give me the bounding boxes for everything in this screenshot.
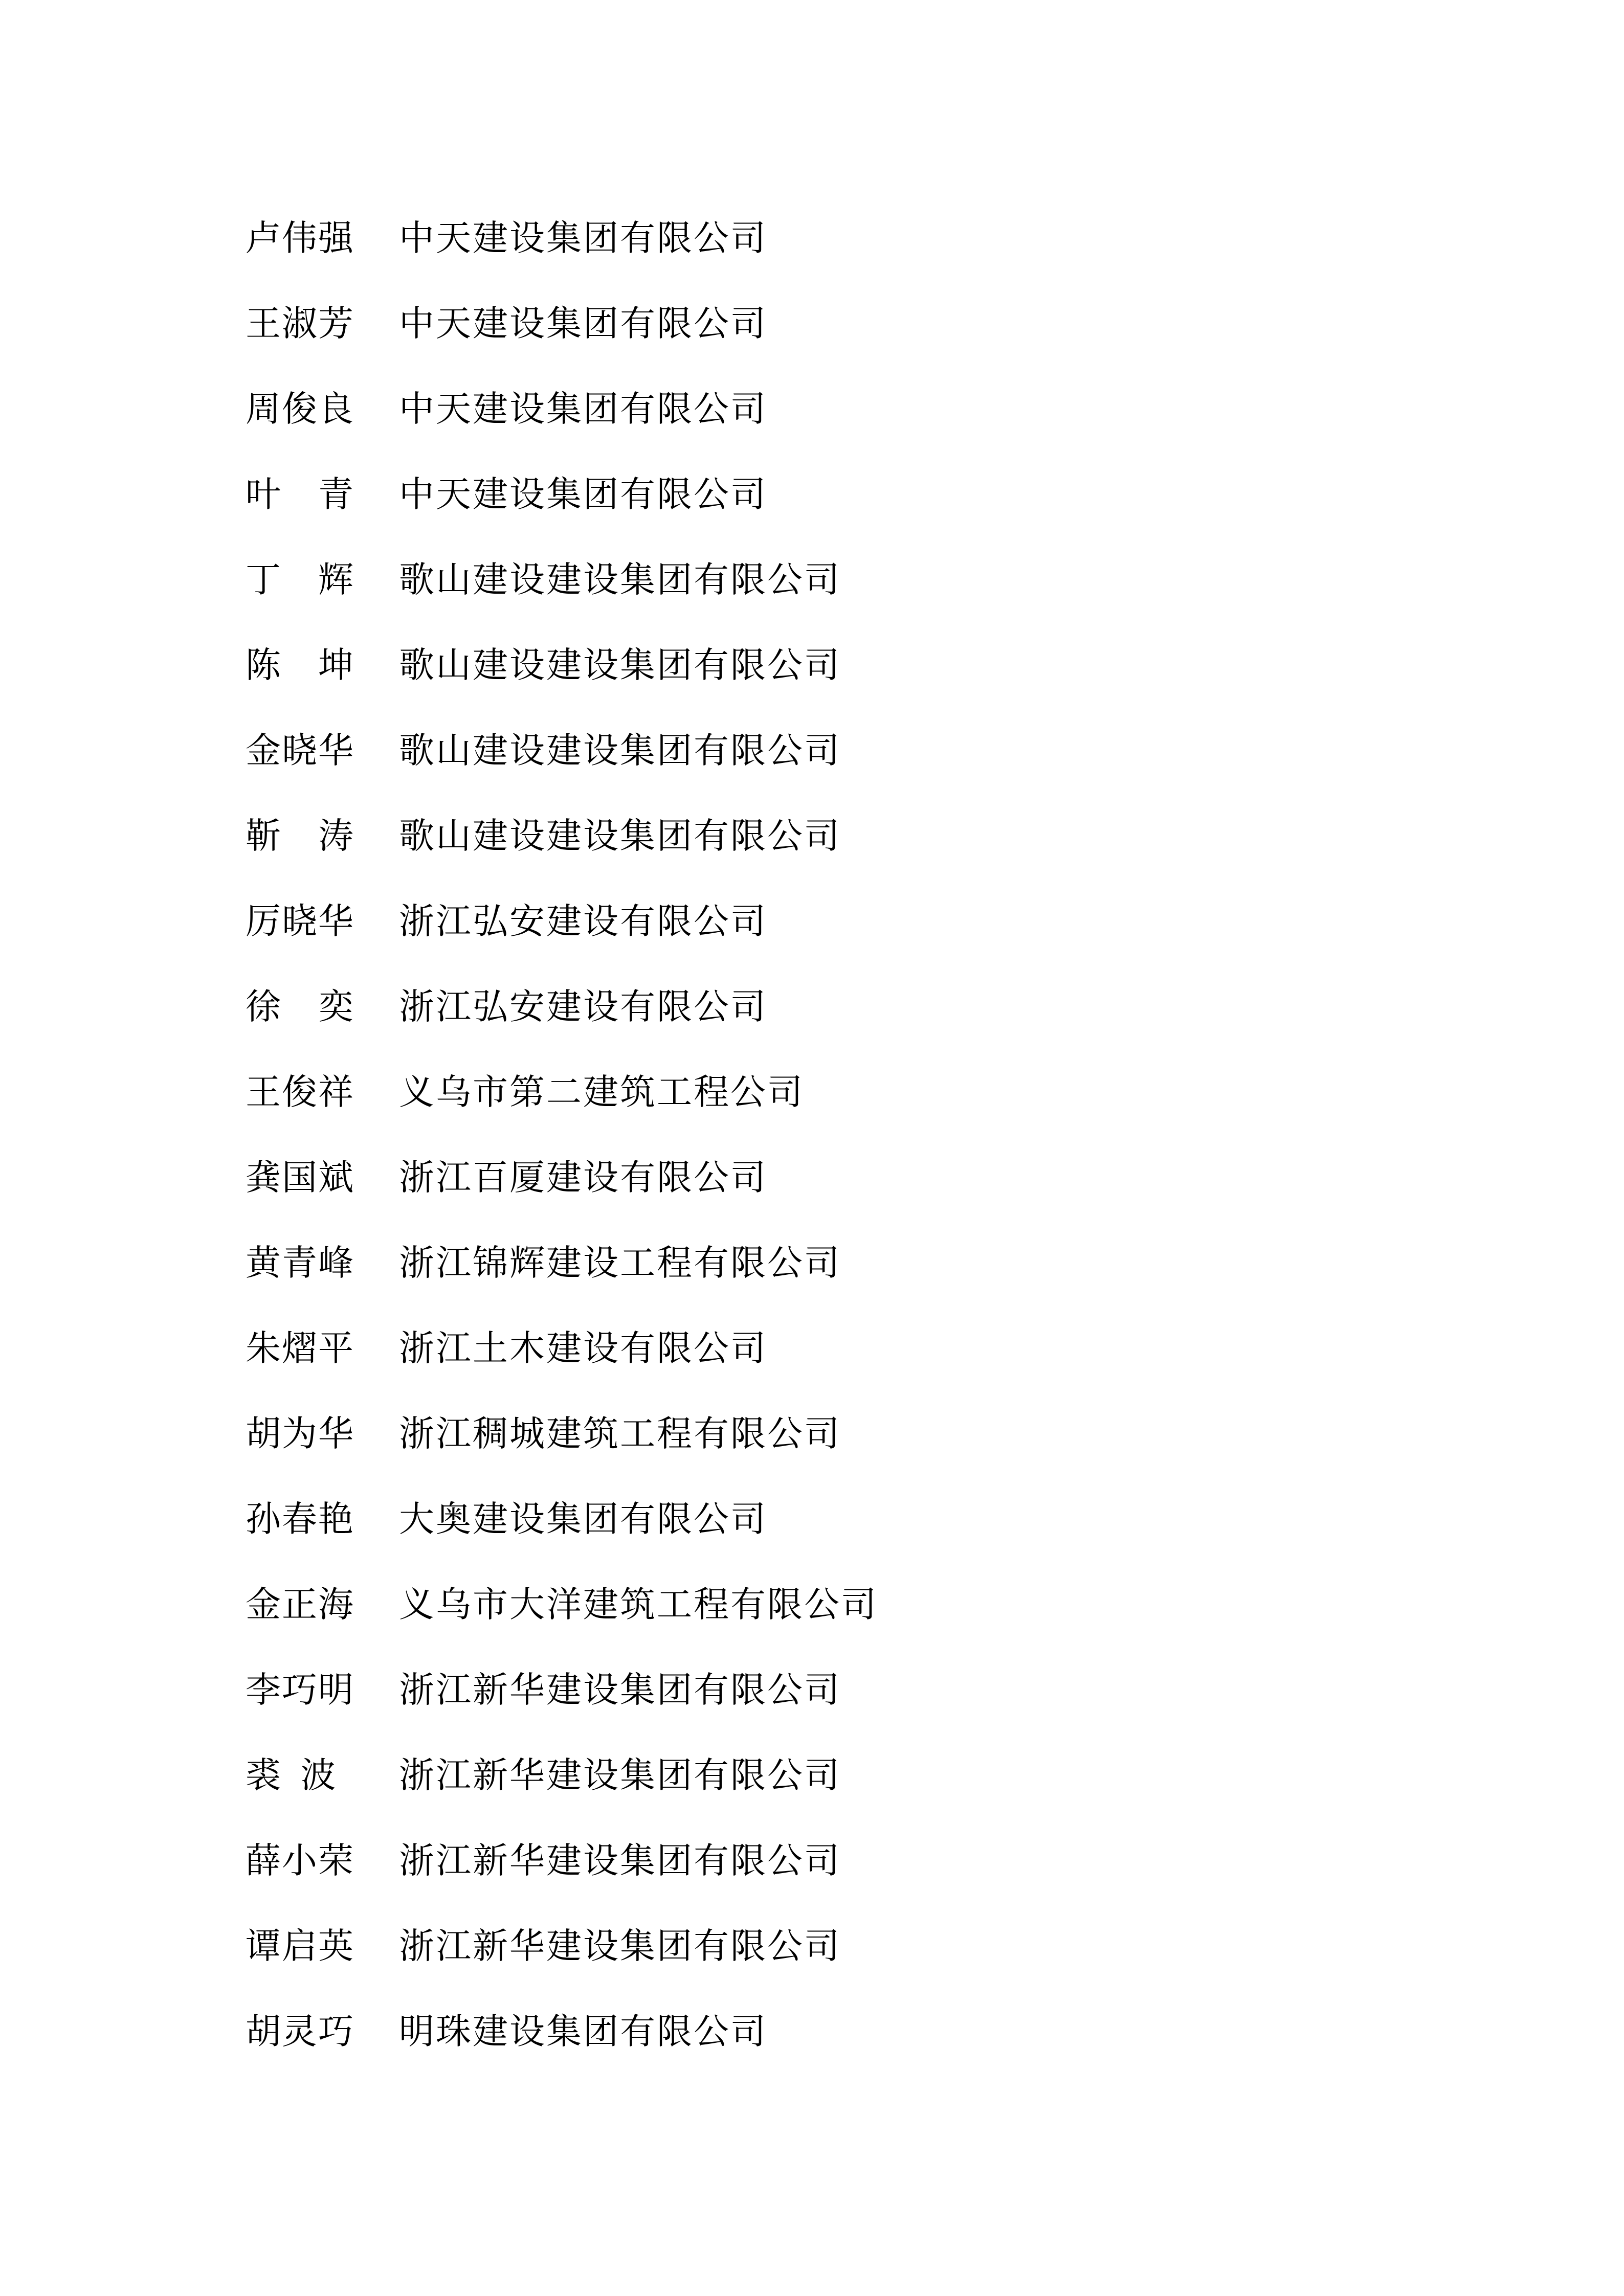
roster-row: [246, 534, 878, 619]
roster-row: [246, 790, 878, 875]
roster-row: [246, 278, 878, 363]
person-name: 裘 波: [246, 1756, 337, 1795]
roster-row: [246, 192, 878, 278]
company-name: 歌山建设建设集团有限公司: [399, 731, 841, 770]
person-name: 孙春艳: [246, 1500, 354, 1539]
company-name: 义乌市第二建筑工程公司: [399, 1073, 804, 1112]
person-name: 朱熠平: [246, 1329, 354, 1368]
roster-row: [246, 705, 878, 790]
company-name: 中天建设集团有限公司: [399, 219, 767, 258]
roster-row: [246, 1815, 878, 1900]
roster-row: [246, 1644, 878, 1729]
roster-row: [246, 1388, 878, 1473]
person-name: 靳 涛: [246, 817, 354, 856]
person-name: 李巧明: [246, 1671, 354, 1709]
company-name: 浙江新华建设集团有限公司: [399, 1671, 841, 1709]
company-name: 浙江锦辉建设工程有限公司: [399, 1244, 841, 1282]
person-name: 胡灵巧: [246, 2012, 354, 2051]
company-name: 中天建设集团有限公司: [399, 475, 767, 514]
person-name: 丁 辉: [246, 560, 354, 599]
company-name: 浙江新华建设集团有限公司: [399, 1841, 841, 1880]
company-name: 中天建设集团有限公司: [399, 304, 767, 343]
company-name: 浙江弘安建设有限公司: [399, 987, 767, 1026]
roster-row: [246, 1473, 878, 1559]
roster-row: [246, 1900, 878, 1986]
person-name: 卢伟强: [246, 219, 354, 258]
company-name: 义乌市大洋建筑工程有限公司: [399, 1585, 878, 1624]
person-name: 徐 奕: [246, 987, 354, 1026]
person-name: 周俊良: [246, 390, 354, 429]
person-name: 金正海: [246, 1585, 354, 1624]
company-name: 中天建设集团有限公司: [399, 390, 767, 429]
company-name: 浙江土木建设有限公司: [399, 1329, 767, 1368]
personnel-company-list: [246, 192, 878, 2071]
company-name: 歌山建设建设集团有限公司: [399, 817, 841, 856]
person-name: 金晓华: [246, 731, 354, 770]
person-name: 胡为华: [246, 1414, 354, 1453]
roster-row: [246, 1559, 878, 1644]
company-name: 浙江新华建设集团有限公司: [399, 1756, 841, 1795]
company-name: 浙江弘安建设有限公司: [399, 902, 767, 941]
company-name: 明珠建设集团有限公司: [399, 2012, 767, 2051]
roster-row: [246, 363, 878, 448]
company-name: 歌山建设建设集团有限公司: [399, 560, 841, 599]
person-name: 叶 青: [246, 475, 354, 514]
person-name: 黄青峰: [246, 1244, 354, 1282]
person-name: 王淑芳: [246, 304, 354, 343]
roster-row: [246, 1986, 878, 2071]
person-name: 薛小荣: [246, 1841, 354, 1880]
person-name: 王俊祥: [246, 1073, 354, 1112]
company-name: 歌山建设建设集团有限公司: [399, 646, 841, 685]
person-name: 陈 坤: [246, 646, 354, 685]
roster-row: [246, 961, 878, 1046]
company-name: 浙江新华建设集团有限公司: [399, 1927, 841, 1966]
roster-row: [246, 1302, 878, 1388]
roster-row: [246, 619, 878, 705]
roster-row: [246, 1217, 878, 1302]
roster-row: [246, 1046, 878, 1132]
roster-row: [246, 875, 878, 961]
roster-row: [246, 448, 878, 534]
person-name: 厉晓华: [246, 902, 354, 941]
company-name: 大奥建设集团有限公司: [399, 1500, 767, 1539]
company-name: 浙江百厦建设有限公司: [399, 1158, 767, 1197]
person-name: 谭启英: [246, 1927, 354, 1966]
company-name: 浙江稠城建筑工程有限公司: [399, 1414, 841, 1453]
person-name: 龚国斌: [246, 1158, 354, 1197]
roster-row: [246, 1132, 878, 1217]
roster-row: [246, 1729, 878, 1815]
